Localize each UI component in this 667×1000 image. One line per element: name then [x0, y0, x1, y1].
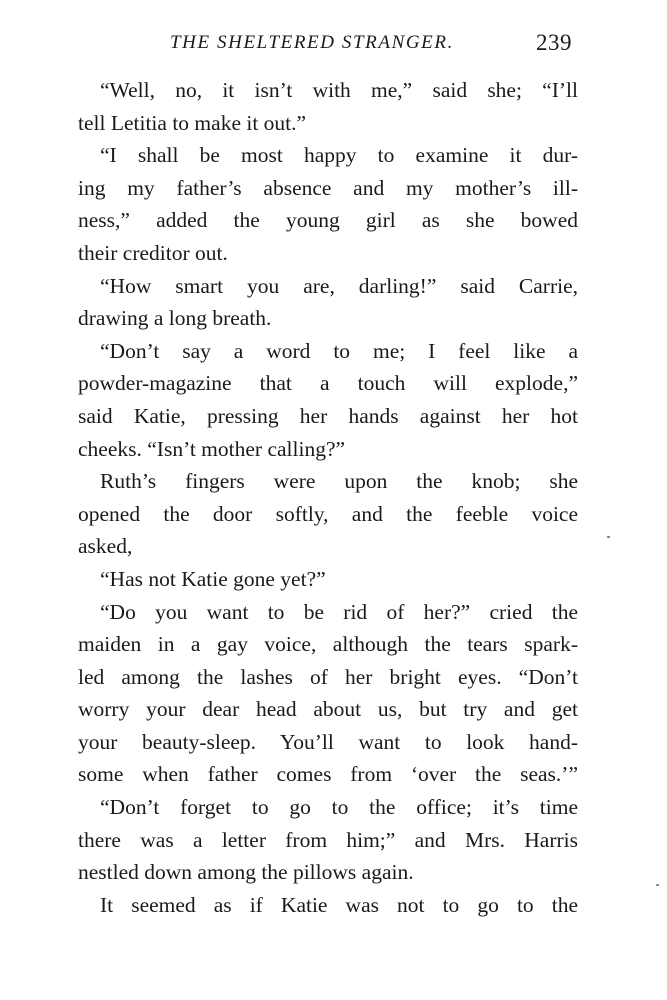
text-line: Ruth’s fingers were upon the knob; she — [100, 469, 578, 494]
text-line: opened the door softly, and the feeble voice — [78, 501, 578, 526]
paper-speck — [656, 884, 659, 886]
text-line: worry your dear head about us, but try and get — [78, 697, 578, 722]
text-line: “Well, no, it isn’t with me,” said she; “I’ll — [100, 78, 578, 102]
paper-speck — [607, 536, 610, 538]
text-line: “Don’t forget to go to the office; it’s time — [100, 795, 578, 820]
text-line: maiden in a gay voice, although the tears spark- — [78, 632, 578, 657]
text-line: It seemed as if Katie was not to go to the — [100, 892, 578, 917]
text-line: powder-magazine that a touch will explode,” — [78, 371, 578, 396]
text-line: some when father comes from ‘over the seas.’” — [78, 762, 578, 787]
body-text — [78, 74, 578, 921]
text-line: “Has not Katie gone yet?” — [100, 566, 326, 591]
text-line: ing my father’s absence and my mother’s ill- — [78, 175, 578, 200]
text-line: drawing a long breath. — [78, 306, 272, 331]
text-line: asked, — [78, 534, 133, 559]
text-line: “Do you want to be rid of her?” cried the — [100, 599, 578, 624]
page-number: 239 — [536, 30, 572, 55]
text-line: tell Letitia to make it out.” — [78, 110, 307, 135]
text-line: “I shall be most happy to examine it dur- — [100, 143, 578, 168]
text-line: nestled down among the pillows again. — [78, 860, 414, 885]
text-line: led among the lashes of her bright eyes. “Don’t — [78, 664, 578, 689]
text-line: their creditor out. — [78, 240, 228, 265]
text-line: your beauty-sleep. You’ll want to look hand- — [78, 729, 578, 754]
text-line: there was a letter from him;” and Mrs. Harris — [78, 827, 578, 852]
text-line: “How smart you are, darling!” said Carrie, — [100, 273, 578, 298]
text-line: cheeks. “Isn’t mother calling?” — [78, 436, 346, 461]
running-title: THE SHELTERED STRANGER. — [170, 32, 454, 53]
text-line: ness,” added the young girl as she bowed — [78, 208, 578, 233]
text-line: “Don’t say a word to me; I feel like a — [100, 338, 578, 363]
text-line: said Katie, pressing her hands against her hot — [78, 403, 578, 428]
running-head — [78, 30, 578, 64]
